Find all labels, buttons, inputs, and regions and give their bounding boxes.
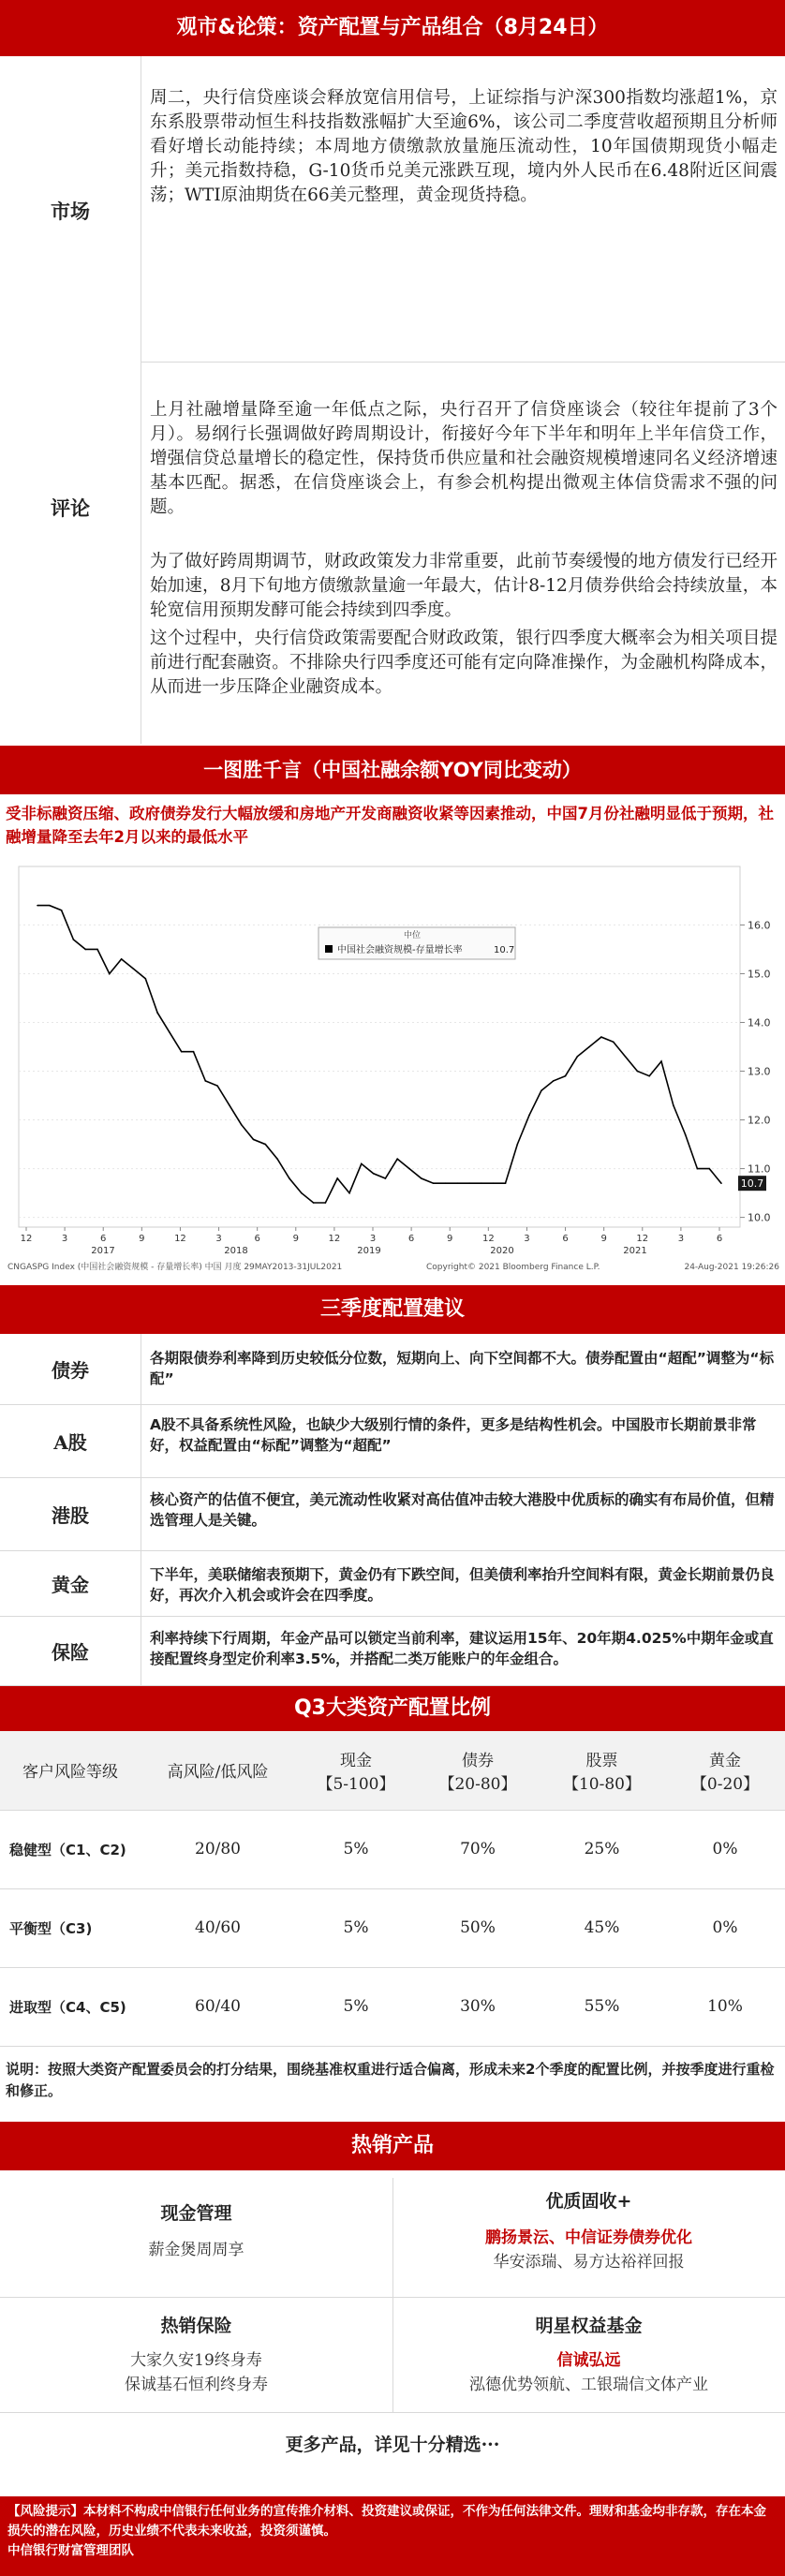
product-name: 薪金煲周周享 [148, 2241, 244, 2259]
data-point [385, 1177, 387, 1179]
header-label: 现金 [340, 1751, 372, 1770]
data-point [553, 1080, 555, 1082]
data-point [96, 949, 98, 951]
market-label: 市场 [51, 200, 90, 223]
data-point [505, 1182, 507, 1184]
data-point [301, 1192, 303, 1194]
x-year-label: 2021 [623, 1246, 647, 1256]
y-tick-label: 15.0 [748, 968, 771, 981]
stock-ratio: 25% [539, 1810, 665, 1888]
data-point [156, 1012, 158, 1014]
data-point [421, 1177, 422, 1179]
data-point [613, 1041, 615, 1043]
table-row [0, 1810, 785, 1888]
data-point [348, 1192, 350, 1194]
bond-ratio: 50% [417, 1888, 539, 1967]
stock-ratio: 55% [539, 1967, 665, 2046]
product-name: 泓德优势领航、工银瑞信文体产业 [469, 2376, 708, 2394]
hot-products-title: 热销产品 [0, 2122, 785, 2170]
legend-swatch [325, 945, 333, 953]
allocation-text: 各期限债券利率降到历史较低分位数，短期向上、向下空间都不大。债券配置由“超配”调整为“标配” [150, 1350, 775, 1387]
product-cash[interactable] [0, 2199, 392, 2262]
data-point [313, 1202, 315, 1204]
data-point [673, 1104, 674, 1106]
x-tick-label: 9 [139, 1234, 145, 1244]
data-point [276, 1158, 278, 1160]
x-tick-label: 6 [562, 1234, 569, 1244]
risk-level: 进取型（C4、C5) [0, 1967, 141, 2046]
data-point [600, 1036, 602, 1038]
chart-timestamp: 24-Aug-2021 19:26:26 [684, 1263, 779, 1272]
ratio-header-cell [141, 1731, 295, 1810]
product-equity-fund[interactable] [392, 2312, 785, 2397]
x-tick-label: 6 [407, 1234, 415, 1244]
allocation-row [0, 1405, 785, 1478]
x-tick-label: 3 [524, 1234, 530, 1244]
product-heading: 优质固收+ [545, 2191, 632, 2212]
allocation-text: 利率持续下行周期，年金产品可以锁定当前利率，建议运用15年、20年期4.025%中期年金或直接配置终身型定价利率3.5%，并搭配二类万能账户的年金组合。 [150, 1630, 774, 1667]
allocation-row [0, 1334, 785, 1405]
chart-note: 受非标融资压缩、政府债券发行大幅放缓和房地产开发商融资收紧等因素推动，中国7月份社融明显低于预期，社融增量降至去年2月以来的最低水平 [6, 805, 774, 846]
legend-label: 中国社会融资规模-存量增长率 [337, 945, 463, 955]
data-point [637, 1071, 639, 1073]
header-label: 高风险/低风险 [167, 1763, 269, 1783]
gold-ratio: 0% [665, 1810, 785, 1888]
risk-text: 【风险提示】本材料不构成中信银行任何业务的宣传推介材料、投资建议或保证，不作为任何法律文件。理财和基金均非存款，存在本金损失的潜在风险，历史业绩不代表未来收益，投资须谨慎。 [7, 2504, 766, 2539]
product-heading: 热销保险 [160, 2316, 232, 2336]
data-point [408, 1168, 410, 1170]
product-highlight: 鹏扬景沄、中信证券债券优化 [485, 2228, 692, 2247]
x-tick-label: 3 [61, 1234, 68, 1244]
x-tick-label: 6 [100, 1234, 107, 1244]
x-tick-label: 6 [716, 1234, 723, 1244]
data-point [253, 1139, 255, 1141]
ratio-header-cell [295, 1731, 417, 1810]
data-point [468, 1182, 470, 1184]
data-point [481, 1182, 482, 1184]
allocation-text: 核心资产的估值不便宜，美元流动性收紧对高估值冲击较大港股中优质标的确实有布局价值，但精选管理人是关键。 [150, 1491, 775, 1529]
x-year-label: 2020 [490, 1246, 514, 1256]
product-name: 大家久安19终身寿 [130, 2351, 262, 2370]
product-insurance[interactable] [0, 2312, 392, 2397]
product-heading: 现金管理 [160, 2203, 232, 2224]
x-tick-label: 12 [636, 1234, 649, 1244]
bond-ratio: 70% [417, 1810, 539, 1888]
data-point [181, 1051, 183, 1053]
header-label: 债券 [462, 1751, 494, 1770]
risk-level: 平衡型（C3) [0, 1888, 141, 1967]
y-tick-label: 14.0 [748, 1016, 771, 1029]
data-point [541, 1090, 542, 1092]
data-point [625, 1056, 627, 1058]
data-point [588, 1046, 590, 1048]
allocation-label: 债券 [52, 1359, 89, 1382]
allocation-row [0, 1551, 785, 1617]
data-point [241, 1124, 243, 1126]
data-point [660, 1060, 662, 1062]
y-tick-label: 13.0 [748, 1065, 771, 1078]
risk-level: 稳健型（C1、C2) [0, 1810, 141, 1888]
chart-copyright: Copyright© 2021 Bloomberg Finance L.P. [426, 1263, 600, 1272]
ratio-note: 说明：按照大类资产配置委员会的打分结果，围绕基准权重进行适合偏离，形成未来2个季度的配置比例，并按季度进行重检和修正。 [6, 2061, 775, 2099]
data-point [445, 1182, 447, 1184]
data-point [577, 1056, 579, 1058]
table-row [0, 1967, 785, 2046]
data-point [708, 1168, 710, 1170]
stock-ratio: 45% [539, 1888, 665, 1967]
high-low-ratio: 20/80 [141, 1810, 295, 1888]
commentary-label: 评论 [51, 496, 90, 520]
more-products-link[interactable]: 更多产品，详见十分精选··· [285, 2435, 500, 2455]
last-value-label: 10.7 [740, 1177, 764, 1191]
allocation-row [0, 1617, 785, 1686]
data-point [565, 1075, 567, 1077]
ratio-header-cell [417, 1731, 539, 1810]
header-label: 客户风险等级 [22, 1763, 118, 1783]
allocation-text: A股不具备系统性风险，也缺少大级别行情的条件，更多是结构性机会。中国股市长期前景非常好，权益配置由“标配”调整为“超配” [150, 1416, 757, 1454]
risk-disclaimer [0, 2496, 785, 2576]
gold-ratio: 10% [665, 1967, 785, 2046]
data-point [109, 973, 111, 975]
data-point [373, 1173, 375, 1175]
table-row [0, 1888, 785, 1967]
x-tick-label: 3 [677, 1234, 685, 1244]
x-tick-label: 6 [254, 1234, 260, 1244]
data-point [84, 949, 86, 951]
data-point [456, 1182, 458, 1184]
header-range: 【20-80】 [438, 1774, 517, 1794]
data-point [528, 1115, 530, 1117]
header-label: 股票 [585, 1751, 618, 1770]
product-name: 保诚基石恒利终身寿 [125, 2376, 268, 2394]
divider [0, 2297, 785, 2298]
allocation-text: 下半年，美联储缩表预期下，黄金仍有下跌空间，但美债利率抬升空间料有限，黄金长期前景仍良好，再次介入机会或许会在四季度。 [150, 1566, 775, 1604]
data-point [193, 1051, 195, 1053]
commentary-paragraph-2: 为了做好跨周期调节，财政政策发力非常重要，此前节奏缓慢的地方债发行已经开始加速，8月下旬地方债缴款量逾一年最大，估计8-12月债券供给会持续放量，本轮宽信用预期发酵可能会持续到四季度。 [150, 552, 778, 620]
ratio-section-title: Q3大类资产配置比例 [0, 1686, 785, 1731]
data-point [289, 1177, 290, 1179]
cash-ratio: 5% [295, 1888, 417, 1967]
market-commentary-table [0, 56, 785, 744]
data-point [396, 1158, 398, 1160]
data-point [133, 968, 135, 970]
data-point [336, 1177, 338, 1179]
data-point [49, 905, 51, 907]
x-tick-label: 9 [600, 1234, 607, 1244]
allocation-label: 港股 [52, 1504, 89, 1527]
x-tick-label: 12 [328, 1234, 341, 1244]
allocation-label: A股 [53, 1431, 87, 1454]
header-label: 黄金 [709, 1751, 741, 1770]
cash-ratio: 5% [295, 1810, 417, 1888]
divider [141, 362, 785, 363]
data-point [216, 1085, 218, 1087]
data-point [204, 1080, 206, 1082]
data-point [325, 1202, 327, 1204]
commentary-paragraph-1: 上月社融增量降至逾一年低点之际，央行召开了信贷座谈会（较往年提前了3个月）。易纲行长强调做好跨周期设计，衔接好今年下半年和明年上半年信贷工作，增强信贷总量增长的稳定性，保持货币供应量和社会融资规模增速同名义经济增速基本匹配。据悉，在信贷座谈会上，有参会机构提出微观主体信贷需求不强的问题。 [150, 400, 778, 517]
x-tick-label: 9 [447, 1234, 453, 1244]
ratio-header-cell [665, 1731, 785, 1810]
x-tick-label: 12 [481, 1234, 495, 1244]
ratio-table [0, 1731, 785, 2047]
data-point [61, 910, 63, 911]
ratio-header-cell [0, 1731, 141, 1810]
gold-ratio: 0% [665, 1888, 785, 1967]
allocation-label: 保险 [52, 1641, 89, 1664]
data-point [361, 1163, 363, 1165]
product-highlight: 信诚弘远 [556, 2351, 621, 2370]
y-tick-label: 10.0 [748, 1211, 771, 1224]
line-chart [0, 857, 785, 1279]
x-tick-label: 12 [20, 1234, 33, 1244]
high-low-ratio: 40/60 [141, 1888, 295, 1967]
data-point [720, 1182, 722, 1184]
data-point [229, 1104, 230, 1106]
product-heading: 明星权益基金 [535, 2316, 643, 2336]
page-title: 观市&论策：资产配置与产品组合（8月24日） [0, 0, 785, 56]
chart-section-title: 一图胜千言（中国社融余额YOY同比变动） [0, 746, 785, 794]
plot-area [19, 866, 740, 1227]
data-point [648, 1075, 650, 1077]
ratio-header-row [0, 1731, 785, 1810]
legend-value: 10.7 [494, 945, 515, 955]
header-range: 【5-100】 [317, 1774, 395, 1794]
y-tick-label: 12.0 [748, 1114, 771, 1127]
x-tick-label: 9 [292, 1234, 299, 1244]
market-text: 周二，央行信贷座谈会释放宽信用信号，上证综指与沪深300指数均涨超1%，京东系股票带动恒生科技指数涨幅扩大至逾6%，该公司二季度营收超预期且分析师看好增长动能持续；本周地方债缴款放量施压流动性，10年国债期现货小幅走升；美元指数持稳，G-10货币兑美元涨跌互现，境内外人民币在6.48附近区间震荡；WTI原油期货在66美元整理，黄金现货持稳。 [150, 88, 778, 205]
allocation-section-title: 三季度配置建议 [0, 1285, 785, 1334]
data-point [37, 905, 38, 907]
y-tick-label: 16.0 [748, 919, 771, 932]
data-point [73, 939, 75, 940]
legend-header: 中位 [403, 931, 422, 940]
data-point [516, 1144, 518, 1146]
ratio-header-cell [539, 1731, 665, 1810]
team-signature: 中信银行财富管理团队 [7, 2543, 134, 2558]
bond-ratio: 30% [417, 1967, 539, 2046]
data-point [433, 1182, 435, 1184]
header-range: 【0-20】 [690, 1774, 760, 1794]
divider [0, 2412, 785, 2413]
allocation-label: 黄金 [52, 1574, 89, 1596]
product-name: 华安添瑞、易方达裕祥回报 [493, 2253, 685, 2272]
data-point [493, 1182, 495, 1184]
y-tick-label: 11.0 [748, 1162, 771, 1176]
x-year-label: 2017 [91, 1246, 115, 1256]
data-point [169, 1031, 170, 1033]
commentary-paragraph-3: 这个过程中，央行信贷政策需要配合财政政策，银行四季度大概率会为相关项目提前进行配套融资。不排除央行四季度还可能有定向降准操作，为金融机构降成本，从而进一步压降企业融资成本。 [150, 629, 778, 697]
product-fixed-income[interactable] [392, 2187, 785, 2274]
data-point [121, 958, 123, 960]
data-point [144, 978, 146, 980]
cash-ratio: 5% [295, 1967, 417, 2046]
x-tick-label: 3 [215, 1234, 222, 1244]
data-point [685, 1133, 687, 1135]
data-point [697, 1168, 699, 1170]
x-year-label: 2019 [357, 1246, 381, 1256]
x-year-label: 2018 [224, 1246, 248, 1256]
x-tick-label: 3 [369, 1234, 377, 1244]
header-range: 【10-80】 [562, 1774, 641, 1794]
allocation-row [0, 1478, 785, 1551]
high-low-ratio: 60/40 [141, 1967, 295, 2046]
chart-source: CNGASPG Index (中国社会融资规模 - 存量增长率) 中国 月度 29MAY2013-31JUL2021 [7, 1263, 343, 1272]
data-point [265, 1144, 267, 1146]
x-tick-label: 12 [174, 1234, 186, 1244]
